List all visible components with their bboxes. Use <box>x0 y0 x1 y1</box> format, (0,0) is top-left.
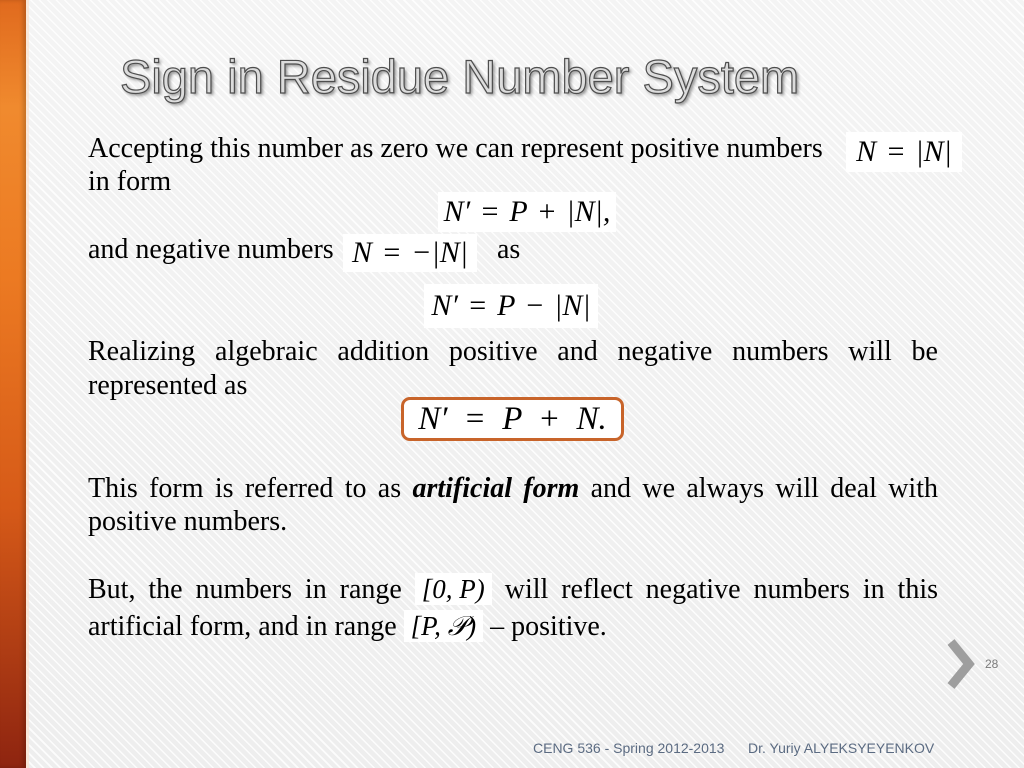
negative-range-formula: [0, P) <box>415 573 492 605</box>
addition-paragraph: Realizing algebraic addition positive and negative numbers will be represented as <box>88 336 938 401</box>
positive-intro-text: Accepting this number as zero we can represent positive numbers <box>88 133 823 164</box>
range-text-part1: But, the numbers in range <box>88 574 402 605</box>
range-paragraph <box>88 571 938 645</box>
footer-author: Dr. Yuriy ALYEKSYEYENKOV <box>748 740 935 756</box>
artificial-form-emphasis: artificial form <box>412 473 580 504</box>
positive-form-formula: N′ = P + |N|, <box>438 192 616 232</box>
page-number: 28 <box>985 657 999 671</box>
in-form-text: in form <box>88 166 172 197</box>
accent-bar-edge <box>26 0 29 768</box>
range-text-part3: – positive. <box>490 611 607 642</box>
negative-intro-text: and negative numbers <box>88 234 334 265</box>
as-text: as <box>497 234 521 265</box>
artificial-form-paragraph <box>88 472 938 538</box>
positive-condition-formula: N = |N| <box>846 132 962 172</box>
range-text-part2: will reflect negative numbers in this artificial form, and in range <box>88 574 939 642</box>
negative-condition-formula: N = −|N| <box>343 234 477 272</box>
addition-formula-box: N′ = P + N. <box>401 397 624 441</box>
footer-course: CENG 536 - Spring 2012-2013 <box>533 740 725 756</box>
artificial-form-text-before: This form is referred to as <box>88 473 402 504</box>
accent-bar <box>0 0 26 768</box>
artificial-form-text-after: and we always will deal with positive numbers. <box>88 473 938 537</box>
slide-title: Sign in Residue Number System <box>120 50 800 103</box>
negative-form-formula: N′ = P − |N| <box>424 284 598 328</box>
chevron-right-icon <box>943 636 977 692</box>
positive-range-formula: [P, 𝒫) <box>404 610 483 642</box>
